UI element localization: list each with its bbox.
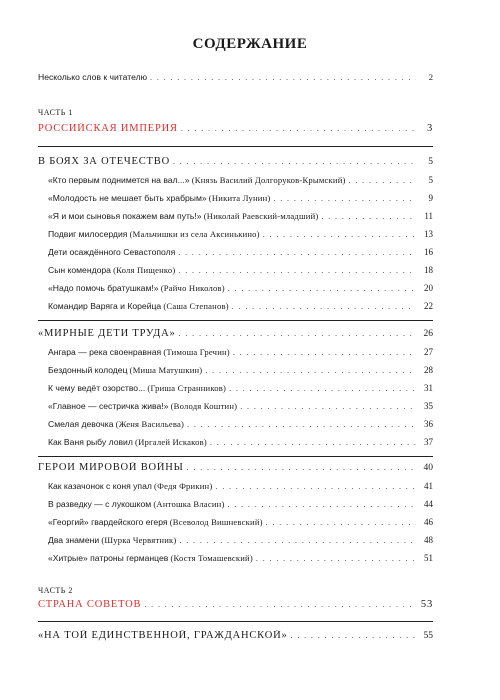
page-number: 46 <box>424 517 433 527</box>
divider <box>38 320 433 321</box>
dot-leader <box>233 348 416 357</box>
dot-leader <box>263 230 416 239</box>
dot-leader <box>210 438 416 447</box>
page-title: СОДЕРЖАНИЕ <box>192 36 308 52</box>
toc-story[interactable] <box>48 247 433 257</box>
dot-leader <box>215 482 416 491</box>
dot-leader <box>150 73 416 82</box>
page-number: 5 <box>428 157 433 167</box>
story-title: Дети осаждённого Севастополя <box>48 247 176 257</box>
dot-leader <box>240 402 416 411</box>
toc-story[interactable] <box>48 193 433 203</box>
toc-section[interactable] <box>38 156 433 167</box>
story-hero: (Федя Фрикин) <box>154 481 213 491</box>
story-hero: (Никита Лунин) <box>208 193 271 203</box>
dot-leader <box>228 284 416 293</box>
page-number: 35 <box>424 401 433 411</box>
story-hero: (Райчо Николов) <box>160 283 225 293</box>
toc-entry-part-1[interactable] <box>38 123 433 134</box>
toc-story[interactable] <box>48 517 433 527</box>
story-title: Ангара — река своенравная <box>48 347 162 357</box>
story-hero: (Женя Васильева) <box>115 419 185 429</box>
story-title: Два знамени <box>48 535 100 545</box>
toc-story[interactable] <box>48 383 433 393</box>
dot-leader <box>179 329 416 338</box>
section-title: «НА ТОЙ ЕДИНСТВЕННОЙ, ГРАЖДАНСКОЙ» <box>38 630 288 641</box>
dot-leader <box>349 176 416 185</box>
story-title: Как Ваня рыбу ловил <box>48 437 133 447</box>
toc-story[interactable] <box>48 419 433 429</box>
toc-entry-part-2[interactable] <box>38 599 433 610</box>
page-number: 31 <box>424 383 433 393</box>
dot-leader <box>178 248 416 257</box>
page-number: 18 <box>424 265 433 275</box>
story-hero: (Князь Василий Долгоруков-Крымский) <box>191 175 346 185</box>
toc-story[interactable] <box>48 401 433 411</box>
story-title: Командир Варяга и Корейца <box>48 301 162 311</box>
toc-story[interactable] <box>48 553 433 563</box>
toc-story[interactable] <box>48 229 433 239</box>
story-title: «Я и мои сыновья покажем вам путь!» <box>48 211 202 221</box>
story-hero: (Костя Томашевский) <box>170 553 253 563</box>
story-hero: (Тимоша Гречин) <box>163 347 230 357</box>
part-label: ЧАСТЬ 1 <box>38 108 73 117</box>
page-number: 3 <box>426 123 433 134</box>
story-title: Подвиг милосердия <box>48 229 128 239</box>
story-title: Бездонный колодец <box>48 365 128 375</box>
story-hero: (Коля Пищенко) <box>113 265 176 275</box>
page-number: 40 <box>423 463 433 473</box>
page-number: 48 <box>424 535 433 545</box>
page-number: 36 <box>424 419 433 429</box>
divider <box>38 146 433 147</box>
story-hero: (Гриша Странников) <box>147 383 227 393</box>
part-title: РОССИЙСКАЯ ИМПЕРИЯ <box>38 123 178 134</box>
page-number: 27 <box>424 347 433 357</box>
page-number: 53 <box>420 599 433 610</box>
page-number: 44 <box>424 499 433 509</box>
story-hero: (Володя Коштин) <box>170 401 238 411</box>
divider <box>38 621 433 622</box>
toc-section[interactable] <box>38 462 433 473</box>
dot-leader <box>321 212 416 221</box>
part-label: ЧАСТЬ 2 <box>38 586 73 595</box>
story-title: Как казачонок с коня упал <box>48 481 152 491</box>
section-title: В БОЯХ ЗА ОТЕЧЕСТВО <box>38 156 170 167</box>
part-title: СТРАНА СОВЕТОВ <box>38 599 142 610</box>
dot-leader <box>232 302 416 311</box>
page-number: 5 <box>428 175 433 185</box>
toc-story[interactable] <box>48 535 433 545</box>
story-hero: (Иргалей Искаков) <box>135 437 207 447</box>
story-hero: (Мальчишки из села Аксинькино) <box>129 229 260 239</box>
dot-leader <box>173 157 416 166</box>
dot-leader <box>291 631 416 640</box>
dot-leader <box>178 266 416 275</box>
story-title: «Кто первым поднимется на вал...» <box>48 175 190 185</box>
dot-leader <box>273 194 416 203</box>
story-title: Смелая девочка <box>48 419 114 429</box>
story-hero: (Шурка Червятник) <box>101 535 177 545</box>
toc-story[interactable] <box>48 365 433 375</box>
toc-story[interactable] <box>48 283 433 293</box>
dot-leader <box>179 536 416 545</box>
story-title: «Главное — сестричка жива!» <box>48 401 169 411</box>
dot-leader <box>228 500 417 509</box>
page-number: 2 <box>428 72 433 82</box>
page-number: 13 <box>424 229 433 239</box>
page-number: 22 <box>424 301 433 311</box>
dot-leader <box>256 554 416 563</box>
story-title: К чему ведёт озорство... <box>48 383 146 393</box>
page-number: 55 <box>423 631 433 641</box>
story-title: «Молодость не мешает быть храбрым» <box>48 193 207 203</box>
toc-story[interactable] <box>48 481 433 491</box>
section-title: ГЕРОИ МИРОВОЙ ВОЙНЫ <box>38 462 184 473</box>
page-number: 37 <box>424 437 433 447</box>
story-hero: (Саша Степанов) <box>163 301 229 311</box>
divider <box>38 456 433 457</box>
section-title: «МИРНЫЕ ДЕТИ ТРУДА» <box>38 328 176 339</box>
story-hero: (Миша Матушкин) <box>129 365 203 375</box>
page-number: 20 <box>424 283 433 293</box>
entry-title: Несколько слов к читателю <box>38 72 148 82</box>
dot-leader <box>187 463 416 472</box>
toc-story[interactable] <box>48 265 433 275</box>
dot-leader <box>205 366 416 375</box>
page-number: 51 <box>424 553 433 563</box>
story-hero: (Николай Раевский-младший) <box>203 211 319 221</box>
page-number: 11 <box>424 211 433 221</box>
page-number: 16 <box>424 247 433 257</box>
story-title: Сын комендора <box>48 265 111 275</box>
story-hero: (Всеволод Вишневский) <box>169 517 263 527</box>
page-number: 28 <box>424 365 433 375</box>
page-number: 26 <box>423 329 433 339</box>
toc-story[interactable] <box>48 175 433 185</box>
page-number: 9 <box>428 193 433 203</box>
dot-leader <box>144 600 416 609</box>
dot-leader <box>181 124 416 133</box>
toc-story[interactable] <box>48 211 433 221</box>
story-title: «Георгий» гвардейского егеря <box>48 517 168 527</box>
dot-leader <box>229 384 416 393</box>
toc-story[interactable] <box>48 437 433 447</box>
toc-entry-intro[interactable] <box>38 72 433 82</box>
toc-story[interactable] <box>48 499 433 509</box>
page-number: 41 <box>424 481 433 491</box>
dot-leader <box>266 518 416 527</box>
toc-section[interactable] <box>38 630 433 641</box>
toc-section[interactable] <box>38 328 433 339</box>
toc-story[interactable] <box>48 301 433 311</box>
story-title: «Надо помочь братушкам!» <box>48 283 159 293</box>
story-hero: (Антошка Власин) <box>153 499 225 509</box>
toc-story[interactable] <box>48 347 433 357</box>
dot-leader <box>187 420 416 429</box>
story-title: В разведку — с лукошком <box>48 499 152 509</box>
story-title: «Хитрые» патроны германцев <box>48 553 169 563</box>
